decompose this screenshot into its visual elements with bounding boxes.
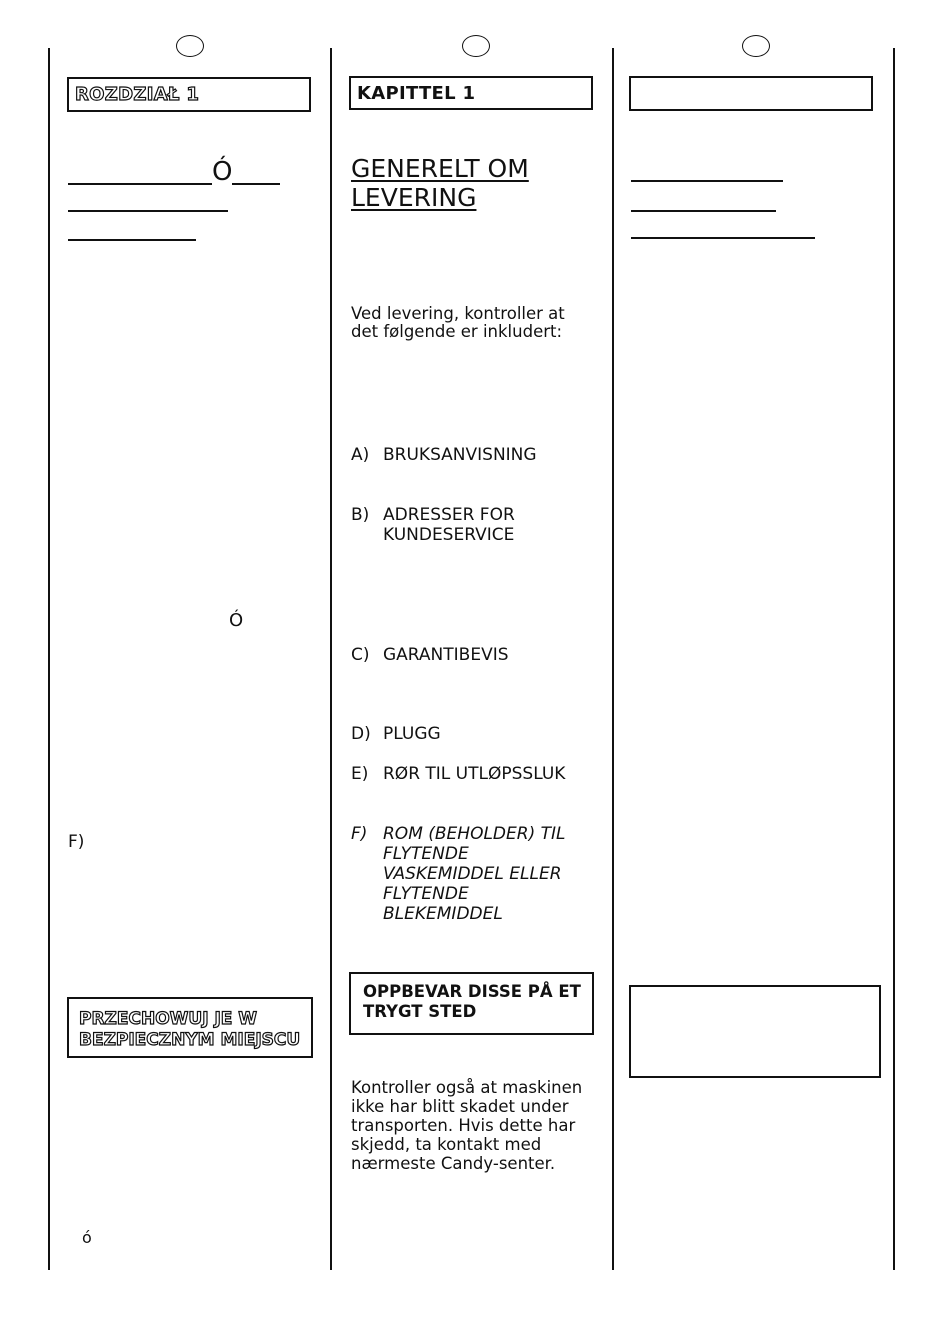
item-text: GARANTIBEVIS (383, 645, 509, 665)
left-store-label-line-1: PRZECHOWUJ JE W (79, 1009, 258, 1029)
middle-item-d (351, 724, 441, 744)
left-heading-line-1 (68, 183, 280, 185)
middle-item-f (351, 824, 565, 844)
item-text: ADRESSER FOR (383, 505, 515, 525)
middle-chapter-box (349, 76, 593, 110)
left-chapter-label: ROZDZIAŁ 1 (75, 84, 200, 105)
middle-intro-line-1: Ved levering, kontroller at (351, 304, 565, 323)
item-text: PLUGG (383, 724, 441, 744)
column-divider-2 (612, 48, 614, 1270)
middle-store-box (349, 972, 594, 1035)
right-heading-line-1 (631, 180, 783, 182)
middle-item-f-line-2: FLYTENDE (383, 844, 469, 864)
middle-item-e (351, 764, 565, 784)
middle-store-line-2: TRYGT STED (363, 1002, 477, 1021)
item-key: C) (351, 645, 370, 665)
language-circle-third (742, 35, 770, 57)
item-key: B) (351, 505, 370, 525)
language-circle-norwegian (462, 35, 490, 57)
middle-item-b (351, 505, 515, 525)
middle-intro-line-2: det følgende er inkludert: (351, 322, 563, 341)
item-text: RØR TIL UTLØPSSLUK (383, 764, 566, 784)
left-heading-line-3 (68, 239, 196, 241)
middle-item-f-line-3: VASKEMIDDEL ELLER (383, 864, 562, 884)
column-divider-left (48, 48, 50, 1270)
middle-note-line-3: transporten. Hvis dette har (351, 1116, 576, 1135)
middle-note-line-5: nærmeste Candy-senter. (351, 1154, 556, 1173)
left-heading-line-2 (68, 210, 228, 212)
middle-item-f-line-4: FLYTENDE (383, 884, 469, 904)
middle-note-line-4: skjedd, ta kontakt med (351, 1135, 542, 1154)
middle-store-line-1: OPPBEVAR DISSE PÅ ET (363, 982, 581, 1001)
left-heading-accent: Ó (212, 157, 233, 187)
middle-note-line-1: Kontroller også at maskinen (351, 1078, 583, 1097)
right-heading-line-3 (631, 237, 815, 239)
right-heading-line-2 (631, 210, 776, 212)
column-divider-1 (330, 48, 332, 1270)
item-key: F) (351, 824, 368, 844)
item-text: ROM (BEHOLDER) TIL (383, 824, 566, 844)
middle-item-a (351, 445, 537, 465)
column-divider-right (893, 48, 895, 1270)
right-store-box (629, 985, 881, 1078)
left-chapter-box (67, 77, 311, 112)
middle-item-f-line-5: BLEKEMIDDEL (383, 904, 503, 924)
item-text: BRUKSANVISNING (383, 445, 537, 465)
item-key: E) (351, 764, 369, 784)
item-key: A) (351, 445, 370, 465)
middle-item-b-line-2: KUNDESERVICE (383, 525, 515, 545)
item-key: D) (351, 724, 371, 744)
middle-heading-line-2: LEVERING (351, 183, 477, 212)
left-store-box (67, 997, 313, 1058)
middle-note-line-2: ikke har blitt skadet under (351, 1097, 569, 1116)
middle-heading-line-1: GENERELT OM (351, 154, 529, 183)
right-chapter-box (629, 76, 873, 111)
left-store-label-line-2: BEZPIECZNYM MIEJSCU (79, 1030, 301, 1050)
left-footer-char: ó (82, 1228, 92, 1247)
middle-chapter-label: KAPITTEL 1 (357, 83, 476, 104)
left-item-f: F) (68, 832, 85, 852)
language-circle-polish (176, 35, 204, 57)
left-mid-accent: Ó (229, 610, 244, 631)
middle-item-c (351, 645, 509, 665)
